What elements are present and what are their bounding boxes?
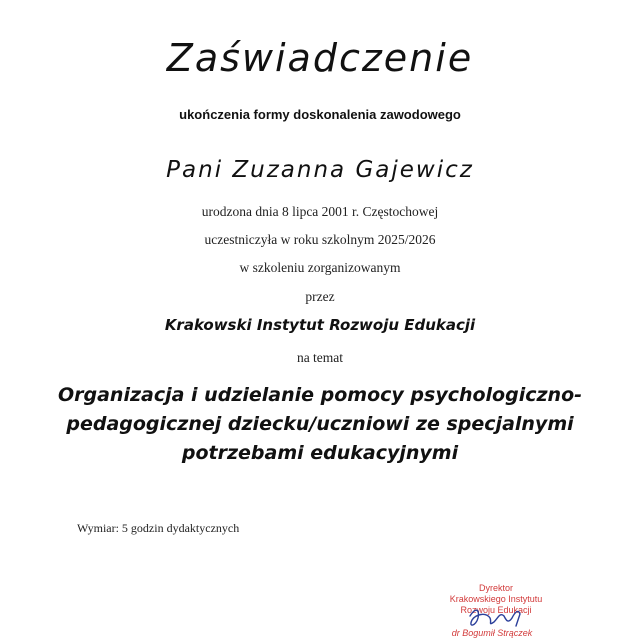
stamp-graphic (420, 578, 560, 640)
stamp-line: Krakowskiego Instytutu (449, 594, 543, 604)
stamp-line: dr Bogumił Strączek (451, 628, 533, 638)
stamp-line: Rozwoju Edukacji (460, 605, 532, 615)
director-stamp (420, 578, 560, 640)
birth-info: urodzona dnia 8 lipca 2001 r. Częstochowej (201, 204, 439, 219)
certificate-title: Zaświadczenie (166, 36, 474, 80)
organizer-prefix: przez (305, 289, 335, 304)
topic-line: Organizacja i udzielanie pomocy psychologiczno- (57, 384, 583, 406)
certificate-subtitle: ukończenia formy doskonalenia zawodowego (179, 107, 461, 122)
topic-line: potrzebami edukacyjnymi (181, 442, 459, 464)
organizer-name: Krakowski Instytut Rozwoju Edukacji (164, 316, 476, 334)
topic-label: na temat (296, 350, 344, 365)
topic-line: pedagogicznej dziecku/uczniowi ze specjalnymi (66, 413, 574, 435)
stamp-line: Dyrektor (478, 583, 514, 593)
participation-info: uczestniczyła w roku szkolnym 2025/2026 (204, 232, 436, 247)
training-info: w szkoleniu zorganizowanym (239, 260, 401, 275)
recipient-name: Pani Zuzanna Gajewicz (166, 157, 474, 183)
training-hours: Wymiar: 5 godzin dydaktycznych (77, 521, 240, 535)
